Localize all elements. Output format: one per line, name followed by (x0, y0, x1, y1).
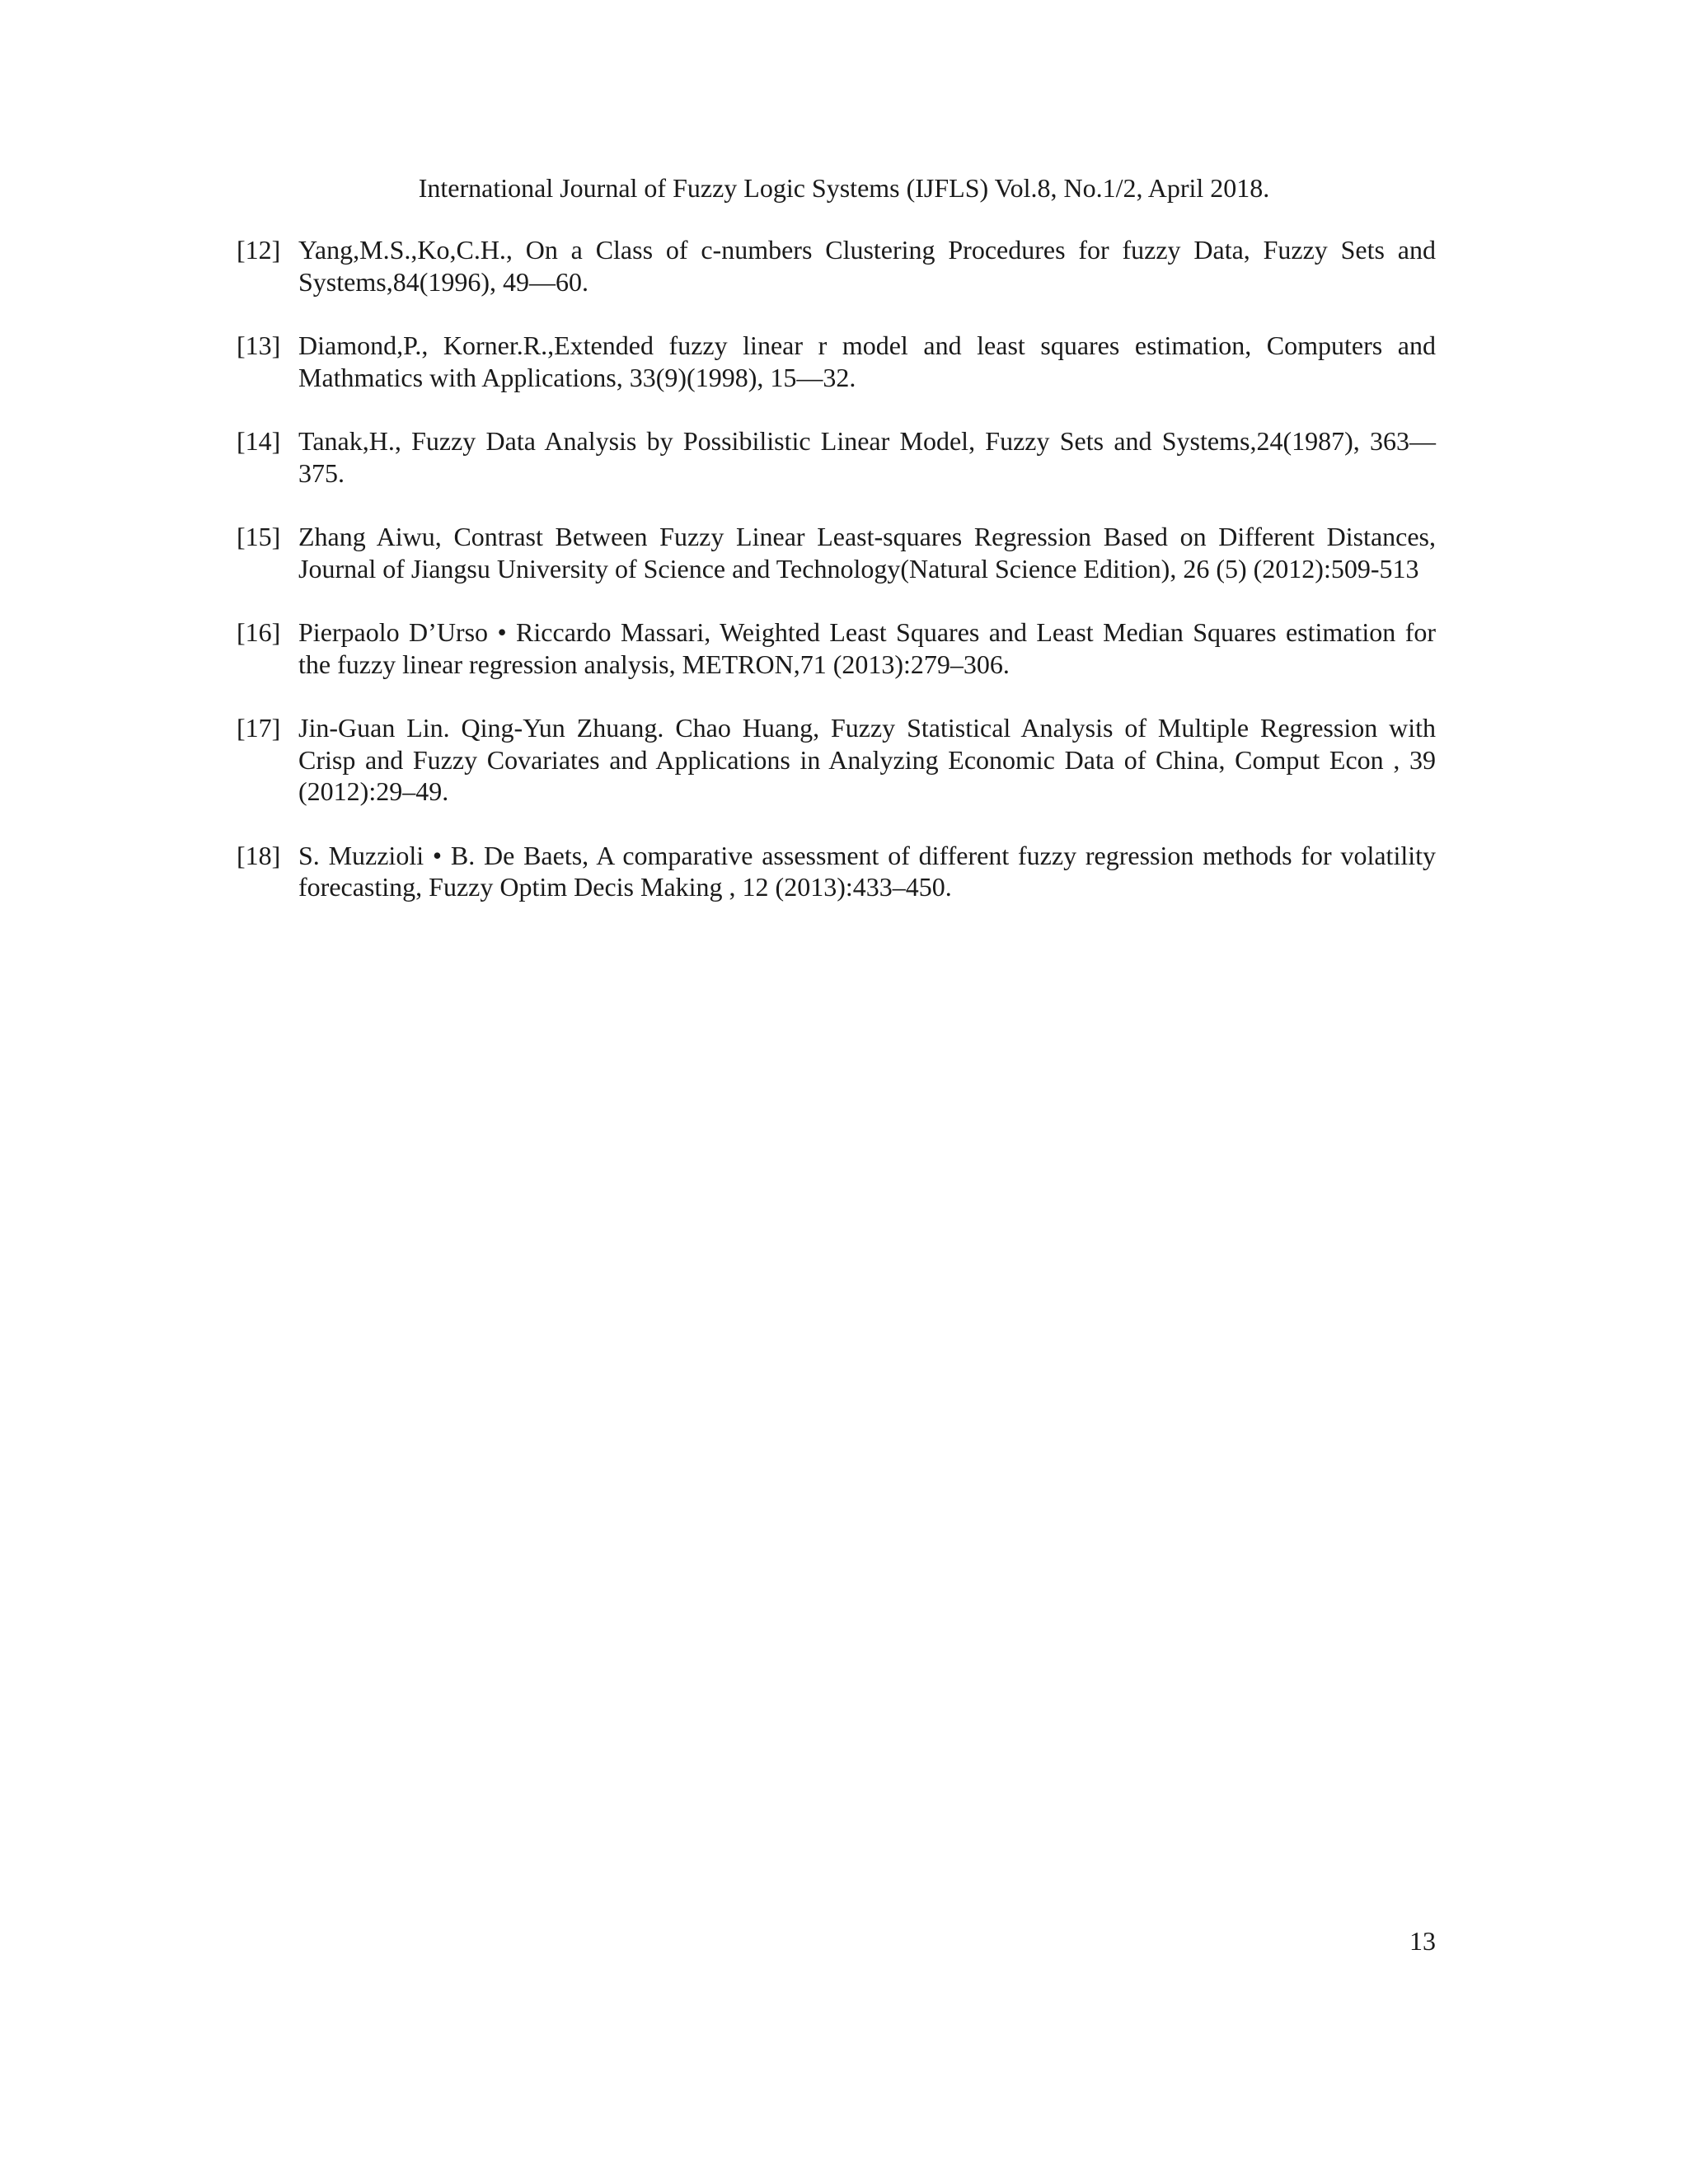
reference-item-16 (237, 616, 1436, 680)
reference-number: [15] (237, 522, 281, 551)
reference-item-13 (237, 330, 1436, 393)
reference-text: Yang,M.S.,Ko,C.H., On a Class of c-numbers Clustering Procedures for fuzzy Data, Fuzzy Sets and Systems,84(1996), 49—60. (298, 235, 1436, 297)
reference-item-15 (237, 521, 1436, 584)
reference-item-14 (237, 425, 1436, 489)
reference-number: [13] (237, 330, 281, 360)
reference-number: [18] (237, 840, 281, 870)
reference-number: [17] (237, 713, 281, 743)
reference-item-17 (237, 712, 1436, 808)
reference-list (237, 234, 1436, 935)
reference-number: [12] (237, 235, 281, 265)
running-header: International Journal of Fuzzy Logic Systems (IJFLS) Vol.8, No.1/2, April 2018. (418, 173, 1270, 203)
reference-item-12 (237, 234, 1436, 298)
reference-text: Jin-Guan Lin. Qing-Yun Zhuang. Chao Huang, Fuzzy Statistical Analysis of Multiple Regression with Crisp and Fuzzy Covariates and Applications in Analyzing Economic Data of China, Comput Econ , 39 (2012):29–49. (298, 713, 1436, 806)
reference-text: Diamond,P., Korner.R.,Extended fuzzy linear r model and least squares estimation, Computers and Mathmatics with Applications, 33(9)(1998), 15—32. (298, 330, 1436, 392)
reference-text: S. Muzzioli • B. De Baets, A comparative assessment of different fuzzy regression methods for volatility forecasting, Fuzzy Optim Decis Making , 12 (2013):433–450. (298, 840, 1436, 902)
reference-text: Pierpaolo D’Urso • Riccardo Massari, Weighted Least Squares and Least Median Squares estimation for the fuzzy linear regression analysis, METRON,71 (2013):279–306. (298, 617, 1436, 679)
reference-item-18 (237, 840, 1436, 903)
reference-number: [14] (237, 426, 281, 456)
reference-number: [16] (237, 617, 281, 647)
reference-text: Zhang Aiwu, Contrast Between Fuzzy Linear Least-squares Regression Based on Different Distances, Journal of Jiangsu University of Science and Technology(Natural Science Edition), 26 (5) (2012):509-513 (298, 522, 1436, 583)
reference-text: Tanak,H., Fuzzy Data Analysis by Possibilistic Linear Model, Fuzzy Sets and Systems,24(1987), 363—375. (298, 426, 1436, 488)
page-number: 13 (1409, 1926, 1436, 1956)
